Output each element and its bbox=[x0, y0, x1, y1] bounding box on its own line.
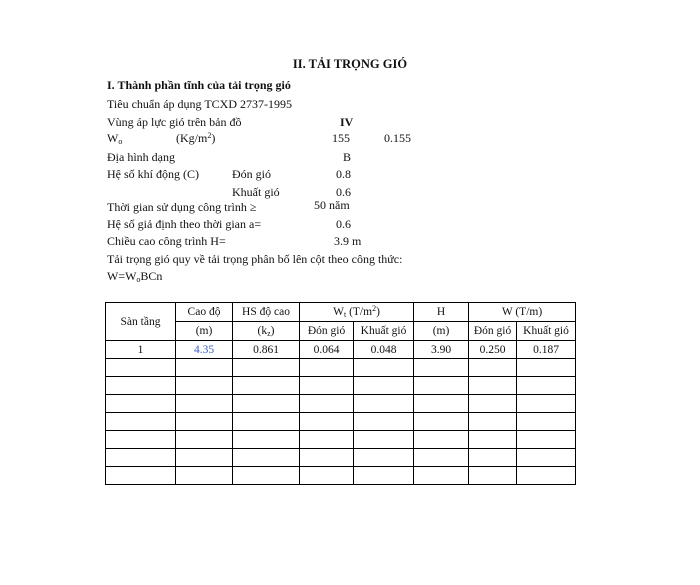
cell-w-windward: 0.250 bbox=[469, 341, 517, 359]
empty-cell bbox=[517, 377, 576, 395]
empty-table-row bbox=[106, 467, 576, 485]
empty-cell bbox=[176, 359, 233, 377]
header-wt: $W_t$ $(T/m^2)$ bbox=[300, 303, 414, 322]
header-floor: Sàn tầng bbox=[106, 303, 176, 341]
empty-cell bbox=[354, 377, 414, 395]
empty-cell bbox=[300, 431, 354, 449]
wind-load-table bbox=[105, 302, 576, 485]
empty-cell bbox=[517, 449, 576, 467]
empty-cell bbox=[176, 467, 233, 485]
empty-cell bbox=[469, 377, 517, 395]
empty-cell bbox=[517, 431, 576, 449]
service-life-label: Thời gian sử dụng công trình ≥ bbox=[107, 200, 257, 214]
empty-cell bbox=[106, 395, 176, 413]
empty-cell bbox=[300, 377, 354, 395]
time-factor-value: 0.6 bbox=[336, 217, 351, 231]
empty-cell bbox=[176, 431, 233, 449]
empty-cell bbox=[233, 449, 300, 467]
empty-cell bbox=[354, 359, 414, 377]
header-w-leeward: Khuất gió bbox=[517, 322, 576, 341]
header-k: HS độ cao bbox=[233, 303, 300, 322]
empty-table-row bbox=[106, 431, 576, 449]
formula: $W=W_oBCn$ bbox=[107, 269, 163, 284]
height-label: Chiều cao công trình H= bbox=[107, 234, 226, 248]
table-row bbox=[106, 341, 576, 359]
coef-windward-label: Đón gió bbox=[232, 167, 271, 181]
empty-table-row bbox=[106, 449, 576, 467]
header-w: W (T/m) bbox=[469, 303, 576, 322]
height-value: 3.9 m bbox=[334, 234, 362, 248]
cell-w-leeward: 0.187 bbox=[517, 341, 576, 359]
table-subheader-row bbox=[106, 322, 576, 341]
service-life-value: 50 năm bbox=[314, 198, 350, 212]
coef-leeward-label: Khuất gió bbox=[232, 185, 280, 199]
coef-label: Hệ số khí động (C) bbox=[107, 167, 199, 181]
empty-cell bbox=[233, 377, 300, 395]
empty-cell bbox=[414, 431, 469, 449]
header-wt-windward: Đón gió bbox=[300, 322, 354, 341]
empty-cell bbox=[176, 395, 233, 413]
cell-wt-windward: 0.064 bbox=[300, 341, 354, 359]
header-wt-leeward: Khuất gió bbox=[354, 322, 414, 341]
header-H-unit: (m) bbox=[414, 322, 469, 341]
time-factor-label: Hệ số giả định theo thời gian a= bbox=[107, 217, 262, 231]
empty-cell bbox=[354, 449, 414, 467]
empty-table-row bbox=[106, 413, 576, 431]
w0-unit: $(Kg/m^2)$ bbox=[176, 131, 216, 145]
zone-value: IV bbox=[340, 115, 354, 129]
zone-label: Vùng áp lực gió trên bản đồ bbox=[107, 115, 242, 129]
empty-cell bbox=[106, 413, 176, 431]
empty-cell bbox=[469, 467, 517, 485]
empty-cell bbox=[517, 395, 576, 413]
w0-value: 155 bbox=[332, 131, 350, 145]
empty-cell bbox=[469, 413, 517, 431]
empty-cell bbox=[176, 377, 233, 395]
empty-cell bbox=[300, 395, 354, 413]
cell-height: 4.35 bbox=[176, 341, 233, 359]
empty-table-row bbox=[106, 359, 576, 377]
table-header-row bbox=[106, 303, 576, 322]
distribution-text: Tải trọng gió quy về tải trọng phân bố lên cột theo công thức: bbox=[107, 252, 403, 266]
header-w-windward: Đón gió bbox=[469, 322, 517, 341]
coef-leeward-value: 0.6 bbox=[336, 185, 351, 199]
cell-H: 3.90 bbox=[414, 341, 469, 359]
terrain-label: Địa hình dạng bbox=[107, 150, 175, 164]
empty-cell bbox=[414, 377, 469, 395]
empty-table-row bbox=[106, 395, 576, 413]
empty-table-row bbox=[106, 377, 576, 395]
empty-cell bbox=[414, 395, 469, 413]
page-heading: II. TẢI TRỌNG GIÓ bbox=[292, 57, 408, 71]
w0-symbol: $W_o$ bbox=[107, 131, 123, 146]
empty-cell bbox=[354, 395, 414, 413]
empty-cell bbox=[354, 431, 414, 449]
empty-cell bbox=[176, 449, 233, 467]
empty-cell bbox=[517, 467, 576, 485]
header-k-unit: $(k_z)$ bbox=[233, 322, 300, 341]
header-height: Cao độ bbox=[176, 303, 233, 322]
empty-cell bbox=[469, 449, 517, 467]
empty-cell bbox=[414, 449, 469, 467]
empty-cell bbox=[354, 467, 414, 485]
empty-cell bbox=[106, 449, 176, 467]
empty-cell bbox=[469, 431, 517, 449]
w0-value-converted: 0.155 bbox=[384, 131, 411, 145]
cell-wt-leeward: 0.048 bbox=[354, 341, 414, 359]
header-H: H bbox=[414, 303, 469, 322]
empty-cell bbox=[106, 359, 176, 377]
empty-cell bbox=[469, 359, 517, 377]
empty-cell bbox=[233, 359, 300, 377]
empty-cell bbox=[414, 359, 469, 377]
empty-cell bbox=[300, 449, 354, 467]
standard-text: Tiêu chuẩn áp dụng TCXD 2737-1995 bbox=[107, 97, 292, 111]
empty-cell bbox=[233, 467, 300, 485]
empty-cell bbox=[414, 413, 469, 431]
empty-cell bbox=[354, 413, 414, 431]
coef-windward-value: 0.8 bbox=[336, 167, 351, 181]
empty-cell bbox=[233, 413, 300, 431]
empty-cell bbox=[300, 413, 354, 431]
empty-cell bbox=[106, 467, 176, 485]
empty-cell bbox=[106, 431, 176, 449]
empty-cell bbox=[517, 413, 576, 431]
empty-cell bbox=[469, 395, 517, 413]
header-height-unit: (m) bbox=[176, 322, 233, 341]
empty-cell bbox=[517, 359, 576, 377]
empty-cell bbox=[233, 395, 300, 413]
cell-floor: 1 bbox=[106, 341, 176, 359]
empty-cell bbox=[176, 413, 233, 431]
terrain-value: B bbox=[343, 150, 352, 164]
empty-cell bbox=[233, 431, 300, 449]
empty-cell bbox=[106, 377, 176, 395]
cell-k: 0.861 bbox=[233, 341, 300, 359]
section-title: I. Thành phần tĩnh của tải trọng gió bbox=[107, 78, 291, 92]
empty-cell bbox=[414, 467, 469, 485]
empty-cell bbox=[300, 467, 354, 485]
empty-cell bbox=[300, 359, 354, 377]
